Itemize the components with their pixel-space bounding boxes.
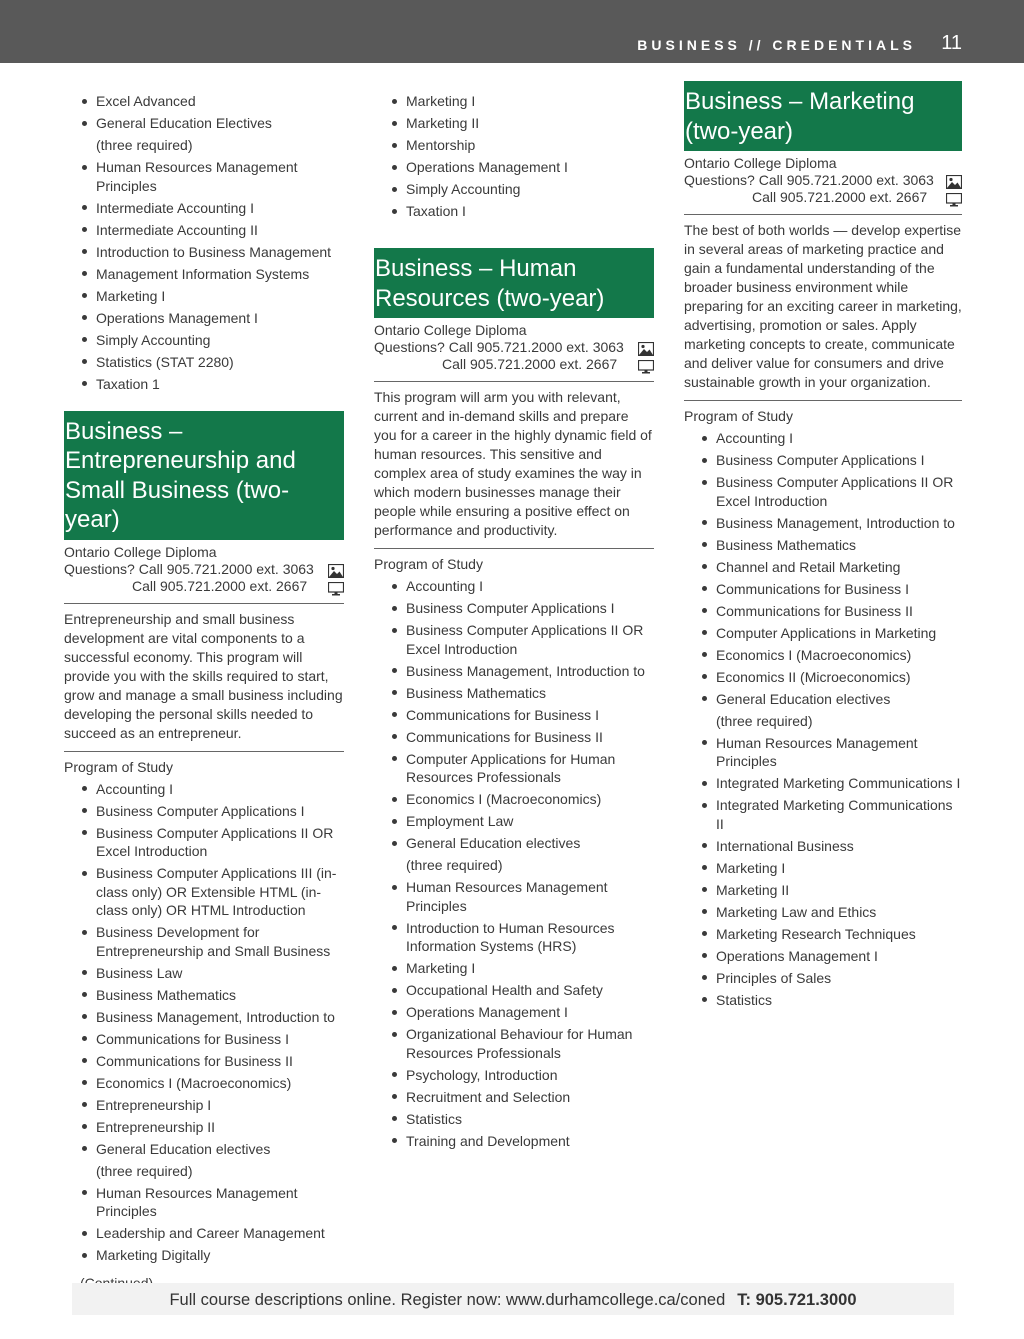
divider	[374, 381, 654, 382]
list-item: Business Computer Applications III (in-class only) OR Extensible HTML (in-class only) OR HTML Introduction	[64, 864, 344, 920]
phone-secondary: Call 905.721.2000 ext. 2667	[132, 577, 308, 594]
list-item: Marketing Digitally	[64, 1246, 344, 1265]
list-item: Training and Development	[374, 1132, 654, 1151]
program-title-human-resources: Business – Human Resources (two-year)	[374, 248, 654, 318]
list-item: Accounting I	[374, 577, 654, 596]
list-item: Operations Management I	[374, 1003, 654, 1022]
phone-primary: Questions? Call 905.721.2000 ext. 3063	[684, 172, 934, 188]
list-item: General Education electives	[64, 1140, 344, 1159]
previous-course-list	[64, 92, 344, 393]
phone-primary: Questions? Call 905.721.2000 ext. 3063	[374, 339, 624, 355]
previous-course-list	[374, 92, 654, 221]
list-item: Business Computer Applications I	[684, 451, 962, 470]
list-item: Organizational Behaviour for Human Resources Professionals	[374, 1025, 654, 1062]
list-item: Business Computer Applications II OR Excel Introduction	[374, 621, 654, 658]
course-list	[374, 577, 654, 1150]
list-item: Operations Management I	[64, 309, 344, 328]
course-list	[684, 429, 962, 1009]
list-item: Statistics (STAT 2280)	[64, 353, 344, 372]
column-human-resources	[374, 92, 654, 1154]
list-item: Economics II (Microeconomics)	[684, 668, 962, 687]
program-of-study-label: Program of Study	[64, 758, 173, 775]
list-item: Marketing I	[374, 92, 654, 111]
in-class-photo-icon	[328, 564, 344, 578]
list-item: Excel Advanced	[64, 92, 344, 111]
list-item: Marketing Law and Ethics	[684, 903, 962, 922]
list-item: General Education electives	[684, 690, 962, 709]
credential-label: Ontario College Diploma	[64, 543, 217, 560]
list-item: Channel and Retail Marketing	[684, 558, 962, 577]
program-meta	[684, 155, 962, 206]
list-item: Operations Management I	[684, 947, 962, 966]
list-item: Introduction to Business Management	[64, 243, 344, 262]
list-item: Business Computer Applications II OR Excel Introduction	[64, 824, 344, 861]
list-item: Integrated Marketing Communications II	[684, 796, 962, 833]
list-item: Marketing II	[374, 114, 654, 133]
program-title-marketing: Business – Marketing (two-year)	[684, 81, 962, 151]
divider	[374, 548, 654, 549]
list-item: Psychology, Introduction	[374, 1066, 654, 1085]
list-item: Communications for Business II	[64, 1052, 344, 1071]
column-marketing	[684, 81, 962, 1013]
list-item: Economics I (Macroeconomics)	[374, 790, 654, 809]
in-class-photo-icon	[946, 175, 962, 189]
list-item: Business Law	[64, 964, 344, 983]
divider	[684, 400, 962, 401]
list-item: Human Resources Management Principles	[64, 1184, 344, 1221]
course-list	[64, 780, 344, 1265]
list-item: Marketing II	[684, 881, 962, 900]
list-item: Employment Law	[374, 812, 654, 831]
list-item: Computer Applications for Human Resources Professionals	[374, 750, 654, 787]
list-item: Accounting I	[64, 780, 344, 799]
list-item: Communications for Business II	[374, 728, 654, 747]
program-meta	[64, 544, 344, 595]
list-item: Business Computer Applications II OR Excel Introduction	[684, 473, 962, 510]
list-item: General Education Electives	[64, 114, 344, 133]
divider	[64, 603, 344, 604]
list-item: Accounting I	[684, 429, 962, 448]
list-item: Marketing Research Techniques	[684, 925, 962, 944]
online-monitor-icon	[946, 193, 962, 207]
list-item: Occupational Health and Safety	[374, 981, 654, 1000]
phone-primary: Questions? Call 905.721.2000 ext. 3063	[64, 560, 314, 577]
footer-register-text: Full course descriptions online. Register now: www.durhamcollege.ca/coned	[169, 1291, 726, 1309]
list-item: General Education electives	[374, 834, 654, 853]
list-item: Communications for Business I	[374, 706, 654, 725]
list-item: Economics I (Macroeconomics)	[64, 1074, 344, 1093]
list-item: Business Mathematics	[64, 986, 344, 1005]
list-item: Introduction to Human Resources Information Systems (HRS)	[374, 919, 654, 956]
section-breadcrumb: BUSINESS // CREDENTIALS	[637, 37, 916, 53]
list-item: Marketing I	[684, 859, 962, 878]
list-item: Business Mathematics	[374, 684, 654, 703]
list-item: Human Resources Management Principles	[64, 158, 344, 195]
list-item: Marketing I	[374, 959, 654, 978]
list-item: Business Management, Introduction to	[684, 514, 962, 533]
credential-label: Ontario College Diploma	[374, 322, 527, 338]
online-monitor-icon	[328, 582, 344, 596]
program-description: Entrepreneurship and small business development are vital components to a successful economy. This program will provide you with the skills required to start, grow and manage a small business including developing the personal skills needed to succeed as an entrepreneur.	[64, 610, 343, 741]
list-item: Communications for Business I	[684, 580, 962, 599]
list-item: Leadership and Career Management	[64, 1224, 344, 1243]
program-meta	[374, 322, 654, 373]
list-item: Entrepreneurship II	[64, 1118, 344, 1137]
list-item: Communications for Business I	[64, 1030, 344, 1049]
list-item: Simply Accounting	[64, 331, 344, 350]
list-item: Intermediate Accounting II	[64, 221, 344, 240]
list-item: (three required)	[716, 712, 813, 729]
header-bar	[0, 0, 1024, 63]
phone-secondary: Call 905.721.2000 ext. 2667	[442, 356, 618, 372]
list-item: Business Management, Introduction to	[374, 662, 654, 681]
list-item: Taxation 1	[64, 375, 344, 394]
list-item: Statistics	[374, 1110, 654, 1129]
list-item: Human Resources Management Principles	[374, 878, 654, 915]
list-item: (three required)	[406, 857, 503, 873]
column-entrepreneurship	[64, 92, 344, 1291]
divider	[64, 751, 344, 752]
list-item: International Business	[684, 837, 962, 856]
list-item: Recruitment and Selection	[374, 1088, 654, 1107]
in-class-photo-icon	[638, 342, 654, 356]
list-item: Simply Accounting	[374, 180, 654, 199]
phone-secondary: Call 905.721.2000 ext. 2667	[752, 189, 928, 205]
program-description: This program will arm you with relevant, current and in-demand skills and prepare you for a career in the highly dynamic field of human resources. This sensitive and complex area of study examines the way in which modern businesses manage their people while ensuring a positive effect on performance and productivity.	[374, 389, 652, 538]
list-item: Human Resources Management Principles	[684, 734, 962, 771]
list-item: Entrepreneurship I	[64, 1096, 344, 1115]
list-item: Marketing I	[64, 287, 344, 306]
list-item: Business Management, Introduction to	[64, 1008, 344, 1027]
online-monitor-icon	[638, 360, 654, 374]
footer-phone: T: 905.721.3000	[737, 1291, 857, 1309]
list-item: Mentorship	[374, 136, 654, 155]
list-item: Integrated Marketing Communications I	[684, 774, 962, 793]
list-item: Business Development for Entrepreneurship and Small Business	[64, 923, 344, 960]
list-item: (three required)	[96, 1162, 193, 1179]
credential-label: Ontario College Diploma	[684, 155, 837, 171]
program-of-study-label: Program of Study	[684, 408, 793, 424]
list-item: Principles of Sales	[684, 969, 962, 988]
page-number: 11	[941, 32, 962, 54]
list-item: (three required)	[96, 137, 193, 153]
list-item: Operations Management I	[374, 158, 654, 177]
list-item: Taxation I	[374, 202, 654, 221]
list-item: Communications for Business II	[684, 602, 962, 621]
list-item: Business Mathematics	[684, 536, 962, 555]
program-description: The best of both worlds — develop expertise in several areas of marketing practice and gain a fundamental understanding of the broader business environment while preparing for an exciting career in marketing, advertising, promotion or sales. Apply marketing concepts to create, communicate and deliver value for consumers and drive sustainable growth in your organization.	[684, 222, 962, 390]
list-item: Intermediate Accounting I	[64, 199, 344, 218]
list-item: Computer Applications in Marketing	[684, 624, 962, 643]
list-item: Business Computer Applications I	[64, 802, 344, 821]
program-title-entrepreneurship: Business – Entrepreneurship and Small Business (two-year)	[64, 411, 344, 540]
divider	[684, 214, 962, 215]
list-item: Management Information Systems	[64, 265, 344, 284]
program-of-study-label: Program of Study	[374, 556, 483, 572]
list-item: Economics I (Macroeconomics)	[684, 646, 962, 665]
footer-bar	[72, 1283, 954, 1315]
list-item: Business Computer Applications I	[374, 599, 654, 618]
list-item: Statistics	[684, 991, 962, 1010]
